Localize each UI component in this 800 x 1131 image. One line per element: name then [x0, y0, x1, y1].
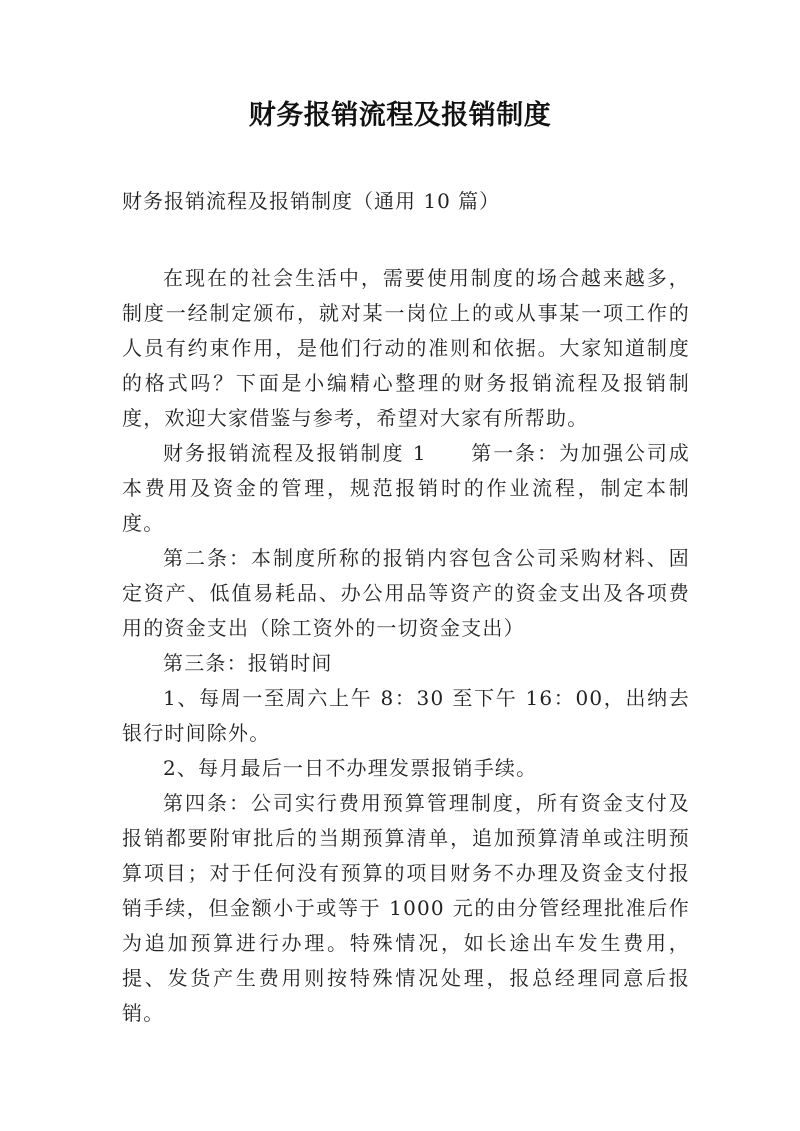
document-title: 财务报销流程及报销制度	[248, 100, 552, 131]
article-3-item-1: 1、每周一至周六上午 8：30 至下午 16：00，出纳去银行时间除外。	[122, 686, 690, 745]
intro-paragraph: 在现在的社会生活中，需要使用制度的场合越来越多，制度一经制定颁布，就对某一岗位上的或从事某一项工作的人员有约束作用，是他们行动的准则和依据。大家知道制度的格式吗？下面是小编精心整理的财务报销流程及报销制度，欢迎大家借鉴与参考，希望对大家有所帮助。	[122, 266, 690, 430]
document-body	[122, 261, 690, 1031]
article-3-heading: 第三条：报销时间	[163, 651, 333, 675]
article-2-paragraph: 第二条：本制度所称的报销内容包含公司采购材料、固定资产、低值易耗品、办公用品等资产的资金支出及各项费用的资金支出（除工资外的一切资金支出）	[122, 546, 690, 640]
document-subtitle: 财务报销流程及报销制度（通用 10 篇）	[122, 189, 501, 213]
article-1-paragraph: 财务报销流程及报销制度 1 第一条：为加强公司成本费用及资金的管理，规范报销时的作业流程，制定本制度。	[122, 441, 690, 535]
article-4-paragraph: 第四条：公司实行费用预算管理制度，所有资金支付及报销都要附审批后的当期预算清单，追加预算清单或注明预算项目；对于任何没有预算的项目财务不办理及资金支付报销手续，但金额小于或等于 1000 元的由分管经理批准后作为追加预算进行办理。特殊情况，如长途出车发生费用，提、发货产生费用则按特殊情况处理，报总经理同意后报销。	[122, 791, 690, 1025]
article-3-item-2: 2、每月最后一日不办理发票报销手续。	[163, 756, 538, 780]
